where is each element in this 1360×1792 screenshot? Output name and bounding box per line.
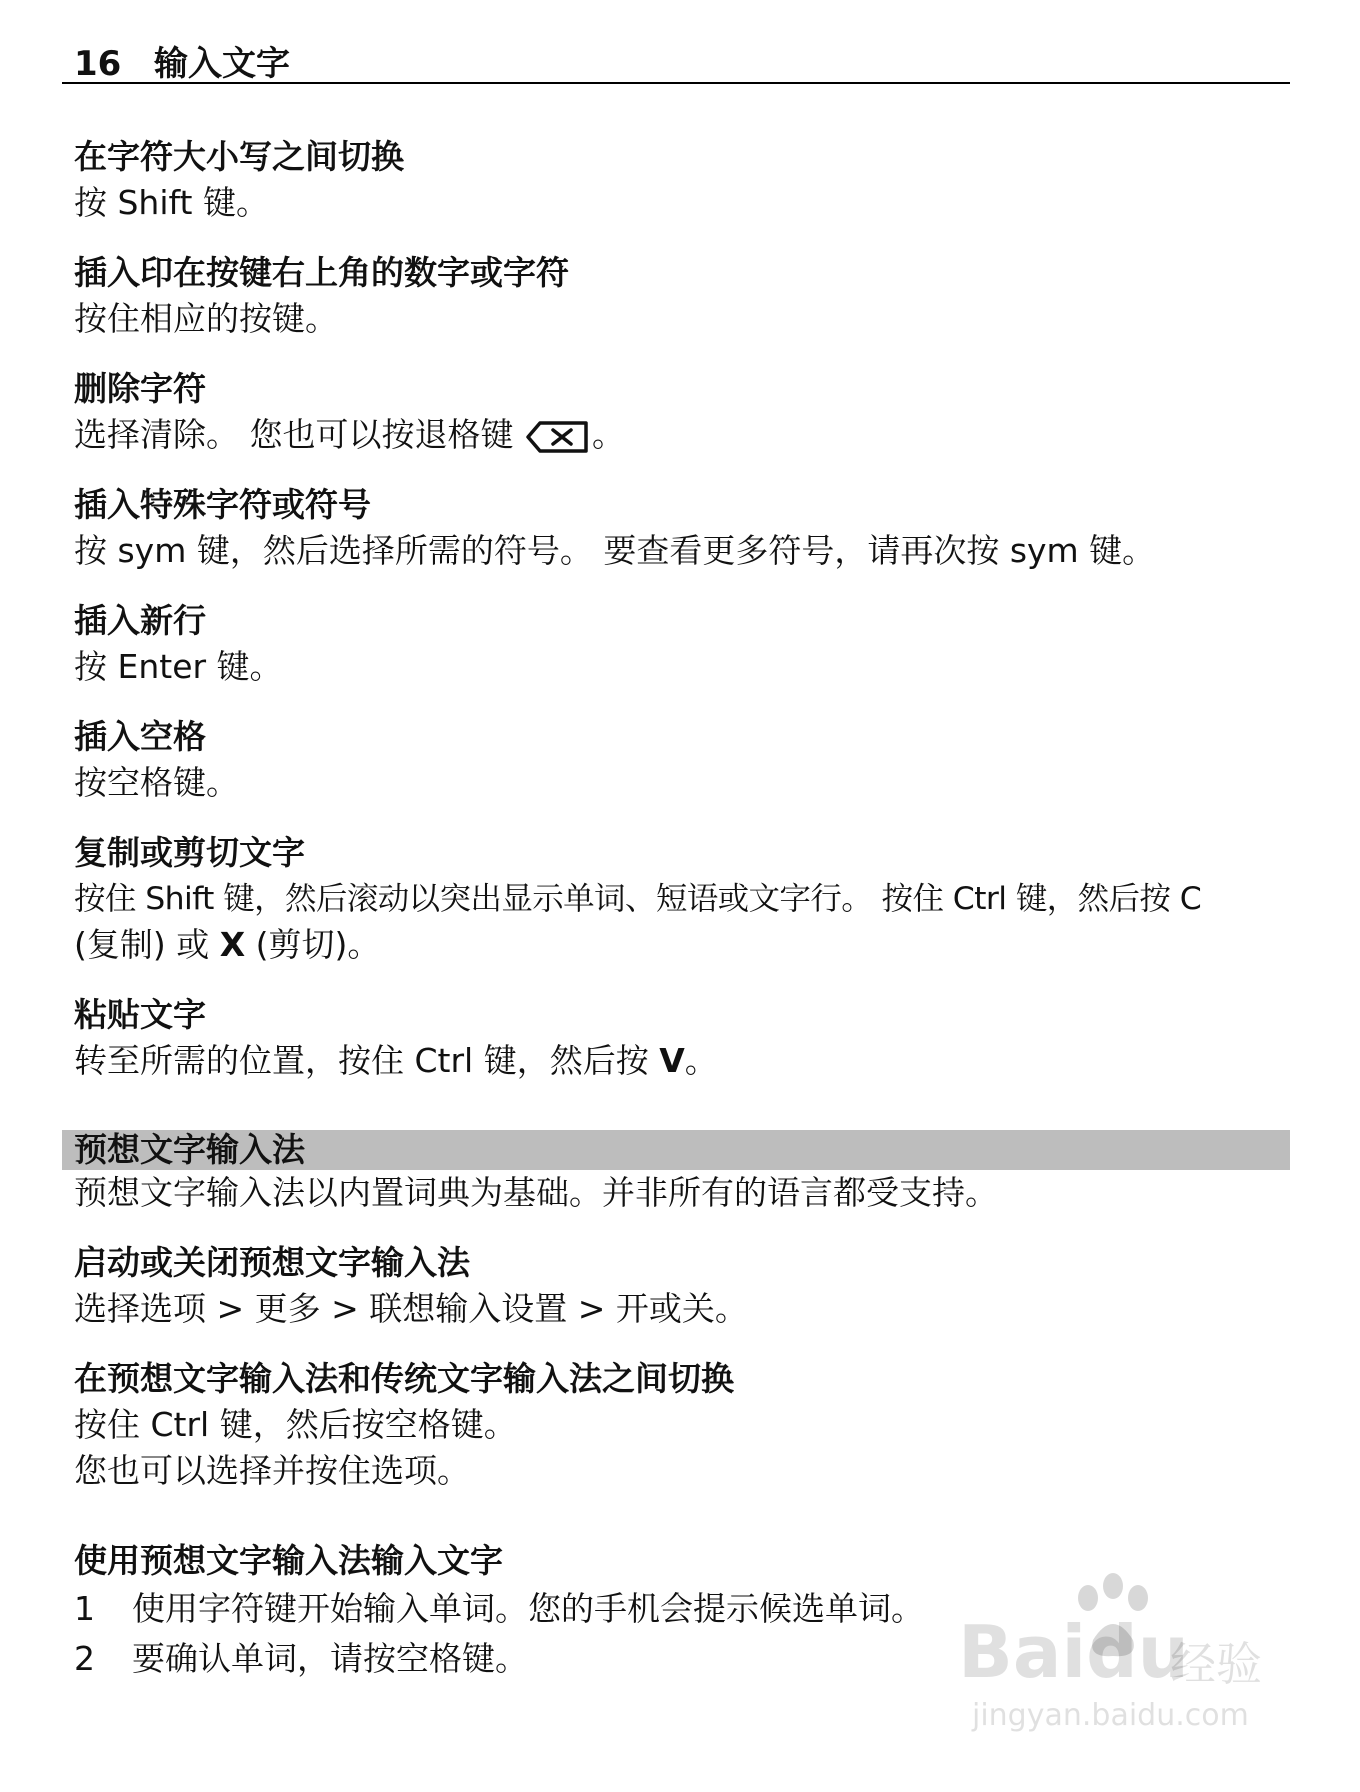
body-text-end: 。	[684, 1041, 718, 1080]
watermark-url: jingyan.baidu.com	[972, 1698, 1249, 1733]
content	[62, 84, 1290, 1684]
key-v: V	[659, 1041, 685, 1080]
section-heading: 插入特殊字符或符号	[74, 485, 371, 524]
section-case-switch	[74, 134, 1290, 226]
body-text-end: 。	[591, 415, 625, 454]
predictive-intro: 预想文字输入法以内置词典为基础。并非所有的语言都受支持。	[74, 1173, 998, 1212]
section-heading: 在预想文字输入法和传统文字输入法之间切换	[74, 1359, 734, 1398]
watermark-brand: Baidu	[958, 1610, 1189, 1694]
step-text: 使用字符键开始输入单词。您的手机会提示候选单词。	[132, 1589, 924, 1628]
section-body: 按 Shift 键。	[74, 183, 269, 222]
section-paste	[74, 992, 1290, 1084]
predictive-section-bar: 预想文字输入法	[62, 1130, 1290, 1170]
section-toggle-predictive	[74, 1240, 1290, 1332]
section-new-line	[74, 598, 1290, 690]
section-body	[74, 1038, 1290, 1084]
section-heading: 复制或剪切文字	[74, 833, 305, 872]
section-body: 按 sym 键，然后选择所需的符号。 要查看更多符号，请再次按 sym 键。	[74, 531, 1156, 570]
section-insert-upper-char	[74, 250, 1290, 342]
body-text-end: (剪切)。	[245, 925, 381, 964]
baidu-watermark	[958, 1570, 1278, 1740]
section-heading: 启动或关闭预想文字输入法	[74, 1243, 470, 1282]
section-heading: 粘贴文字	[74, 995, 206, 1034]
page-header	[62, 36, 1290, 84]
body-text: (复制) 或	[74, 925, 220, 964]
body-text: 转至所需的位置，按住 Ctrl 键，然后按	[74, 1041, 660, 1080]
section-switch-modes	[74, 1356, 1290, 1494]
chapter-title: 输入文字	[154, 44, 290, 84]
section-heading: 删除字符	[74, 369, 206, 408]
section-heading: 使用预想文字输入法输入文字	[74, 1541, 503, 1580]
section-body: 选择选项 > 更多 > 联想输入设置 > 开或关。	[74, 1289, 748, 1328]
section-body-line1: 按住 Ctrl 键，然后按空格键。	[74, 1405, 517, 1444]
section-heading: 插入新行	[74, 601, 206, 640]
key-x: X	[219, 925, 246, 964]
section-body	[74, 412, 1290, 458]
section-insert-space	[74, 714, 1290, 806]
section-body: 按住相应的按键。	[74, 299, 338, 338]
section-heading: 插入印在按键右上角的数字或字符	[74, 253, 569, 292]
section-heading: 插入空格	[74, 717, 206, 756]
section-body: 按空格键。	[74, 763, 239, 802]
backspace-key-icon	[526, 420, 590, 454]
section-body-line1: 按住 Shift 键，然后滚动以突出显示单词、短语或文字行。 按住 Ctrl 键，然后按 C	[74, 881, 1202, 917]
step-text: 要确认单词，请按空格键。	[132, 1639, 528, 1678]
watermark-cn: 经验	[1170, 1637, 1262, 1691]
section-body-line2: 您也可以选择并按住选项。	[74, 1451, 470, 1490]
page	[62, 36, 1290, 1684]
section-heading: 在字符大小写之间切换	[74, 137, 404, 176]
step-number: 1	[74, 1589, 95, 1628]
section-body-line2	[74, 922, 1290, 968]
section-body: 按 Enter 键。	[74, 647, 283, 686]
body-text: 选择清除。 您也可以按退格键	[74, 415, 524, 454]
step-number: 2	[74, 1639, 95, 1678]
section-delete-char	[74, 366, 1290, 458]
page-number: 16	[74, 44, 122, 84]
section-insert-symbol	[74, 482, 1290, 574]
section-copy-cut	[74, 830, 1290, 968]
